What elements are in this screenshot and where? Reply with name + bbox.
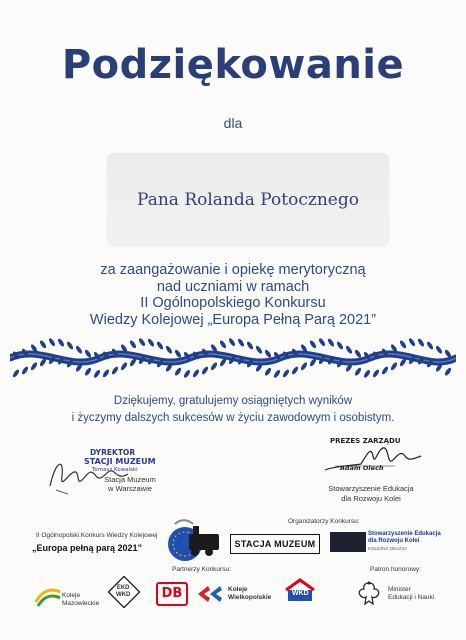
- laurel-leaf-icon: [354, 349, 362, 359]
- org-line: Stacja Muzeum: [104, 475, 156, 484]
- laurel-leaf-icon: [390, 361, 398, 371]
- ekd-wkd-text: [116, 585, 130, 599]
- laurel-leaf-icon: [273, 369, 281, 379]
- laurel-leaf-icon: [75, 345, 83, 355]
- laurel-leaf-icon: [426, 341, 434, 351]
- laurel-leaf-icon: [318, 337, 326, 347]
- laurel-leaf-icon: [84, 367, 92, 377]
- km-line: Koleje: [62, 592, 81, 599]
- laurel-leaf-icon: [354, 367, 362, 377]
- laurel-leaf-icon: [291, 366, 299, 376]
- edukacja-logo-text: [368, 531, 441, 552]
- laurel-leaf-icon: [156, 341, 164, 351]
- laurel-leaf-icon: [327, 338, 335, 348]
- partners-label: Partnerzy Konkursu:: [172, 566, 231, 573]
- signature-left-org: [85, 475, 175, 493]
- laurel-leaf-icon: [300, 361, 308, 371]
- certificate-title: Podziękowanie: [61, 42, 405, 88]
- laurel-leaf-icon: [165, 345, 173, 355]
- dla-label: dla: [223, 115, 243, 131]
- thanks-text: [0, 393, 466, 427]
- laurel-leaf-icon: [372, 369, 380, 379]
- laurel-leaf-icon: [120, 361, 128, 371]
- description: [0, 262, 466, 328]
- laurel-leaf-icon: [282, 369, 290, 379]
- recipient-name: Pana Rolanda Potocznego: [137, 190, 359, 210]
- laurel-leaf-icon: [408, 337, 416, 347]
- description-line: Wiedzy Kolejowej „Europa Pełną Parą 2021”: [89, 311, 377, 328]
- patron-label: Patron honorowy:: [370, 566, 421, 573]
- laurel-leaf-icon: [138, 337, 146, 347]
- laurel-ribbon-decoration: [10, 336, 456, 380]
- laurel-leaf-icon: [381, 366, 389, 376]
- contest-small-label: II Ogólnopolski Konkurs Wiedzy Kolejowej: [36, 532, 158, 539]
- laurel-leaf-icon: [210, 361, 218, 371]
- laurel-leaf-icon: [444, 367, 452, 377]
- org-line: w Warszawie: [108, 484, 152, 493]
- laurel-leaf-icon: [174, 349, 182, 359]
- laurel-leaf-icon: [309, 339, 317, 349]
- ekd-line: EKD: [116, 585, 130, 591]
- description-line: II Ogólnopolskiego Konkursu: [140, 295, 326, 311]
- org-line: Stowarzyszenie Edukacja: [328, 484, 414, 493]
- laurel-leaf-icon: [336, 341, 344, 351]
- patron-line: Edukacji i Nauki: [388, 594, 435, 601]
- laurel-leaf-icon: [345, 345, 353, 355]
- laurel-leaf-icon: [192, 369, 200, 379]
- stamp-right-name: Adam Olech: [340, 464, 384, 472]
- laurel-leaf-icon: [228, 337, 236, 347]
- koleje-wielkopolskie-text: [228, 586, 271, 602]
- laurel-leaf-icon: [147, 338, 155, 348]
- wkd-text: WKD: [292, 590, 309, 597]
- stamp-right-title: PREZES ZARZĄDU: [330, 437, 401, 445]
- org-line: dla Rozwoju Kolei: [341, 494, 401, 503]
- laurel-leaf-icon: [435, 345, 443, 355]
- koleje-mazowieckie-logo: [34, 584, 62, 608]
- laurel-leaf-icon: [129, 339, 137, 349]
- contest-name: „Europa pełną parą 2021”: [32, 543, 143, 553]
- kw-line: Wielkopolskie: [228, 594, 272, 601]
- laurel-leaf-icon: [111, 366, 119, 376]
- laurel-leaf-icon: [363, 369, 371, 379]
- organizers-label: Organizatorzy Konkursu:: [288, 518, 360, 525]
- laurel-leaf-icon: [237, 338, 245, 348]
- koleje-mazowieckie-text: [62, 592, 99, 607]
- stamp-left-name: Tomasz Kowalski: [92, 467, 138, 473]
- signature-right-org: [312, 484, 430, 504]
- km-line: Mazowieckie: [62, 599, 100, 607]
- stacja-muzeum-logo: STACJA MUZEUM: [230, 534, 320, 554]
- stamp-left-title: DYREKTOR: [90, 448, 136, 457]
- laurel-leaf-icon: [417, 338, 425, 348]
- laurel-leaf-icon: [102, 369, 110, 379]
- thanks-line: Dziękujemy, gratulujemy osiągniętych wyników: [113, 395, 353, 407]
- laurel-leaf-icon: [39, 339, 47, 349]
- thanks-line: i życzymy dalszych sukcesów w życiu zawodowym i osobistym.: [71, 412, 395, 424]
- edukacja-small: KOLEJNA OKAZJA: [368, 546, 408, 551]
- edukacja-line: dla Rozwoju Kolei: [368, 538, 420, 544]
- laurel-leaf-icon: [174, 367, 182, 377]
- train-europe-logo: [163, 516, 225, 564]
- signature-right: [305, 436, 435, 486]
- laurel-leaf-icon: [264, 367, 272, 377]
- laurel-leaf-icon: [84, 349, 92, 359]
- polish-eagle-emblem-icon: [356, 580, 382, 608]
- description-line: nad uczniami w ramach: [156, 278, 310, 295]
- description-line: za zaangażowanie i opiekę merytoryczną: [100, 262, 366, 278]
- laurel-leaf-icon: [246, 341, 254, 351]
- laurel-leaf-icon: [30, 361, 38, 371]
- laurel-leaf-icon: [219, 339, 227, 349]
- laurel-leaf-icon: [201, 366, 209, 376]
- db-logo: DB: [156, 582, 188, 606]
- koleje-wielkopolskie-logo: [196, 584, 224, 604]
- laurel-leaf-icon: [399, 339, 407, 349]
- kw-line: Koleje: [228, 586, 248, 593]
- patron-text: [388, 586, 434, 602]
- laurel-leaf-icon: [255, 345, 263, 355]
- laurel-leaf-icon: [21, 366, 29, 376]
- edukacja-line: Stowarzyszenie Edukacja: [368, 531, 441, 537]
- patron-line: Minister: [388, 586, 411, 593]
- laurel-leaf-icon: [12, 369, 20, 379]
- laurel-leaf-icon: [48, 337, 56, 347]
- laurel-leaf-icon: [66, 341, 74, 351]
- laurel-leaf-icon: [183, 369, 191, 379]
- edukacja-logo-mark: [330, 532, 366, 552]
- stamp-left-org: STACJI MUZEUM: [84, 457, 156, 466]
- laurel-leaf-icon: [264, 349, 272, 359]
- laurel-leaf-icon: [57, 338, 65, 348]
- laurel-leaf-icon: [93, 369, 101, 379]
- ekd-line: WKD: [116, 592, 131, 598]
